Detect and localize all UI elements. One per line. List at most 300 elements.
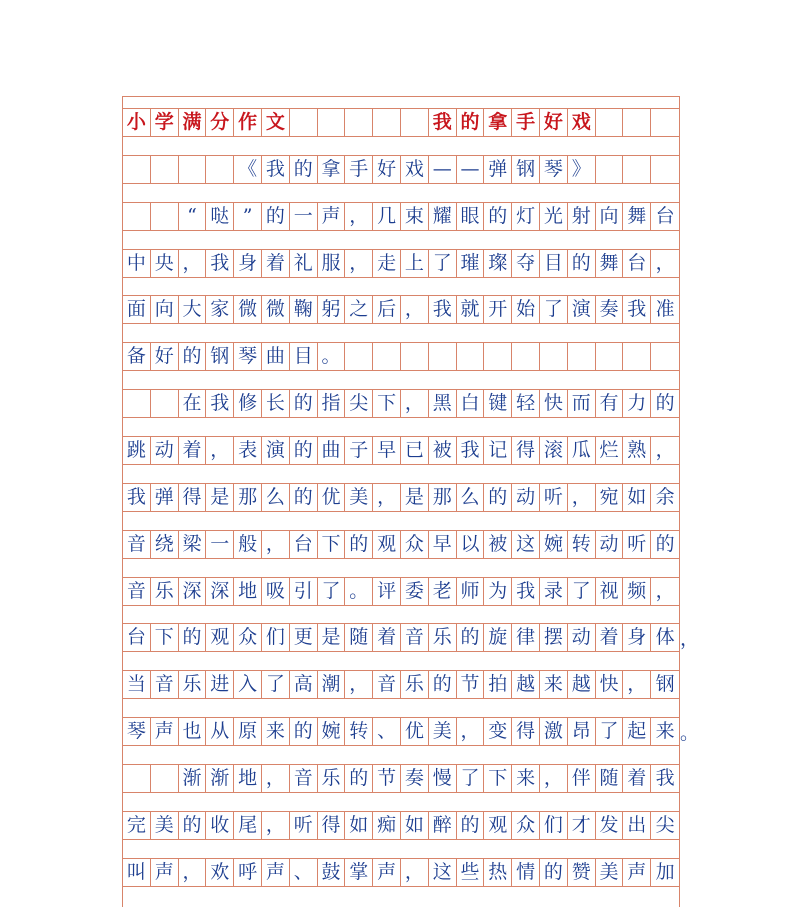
grid-cell: 得 bbox=[179, 484, 207, 511]
grid-cell bbox=[373, 109, 401, 136]
grid-cell: 绕 bbox=[151, 531, 179, 558]
grid-cell: 音 bbox=[373, 671, 401, 698]
grid-cell: 尖 bbox=[345, 390, 373, 417]
grid-cell bbox=[457, 343, 485, 370]
grid-cell: 宛 bbox=[596, 484, 624, 511]
grid-cell: 尾 bbox=[234, 812, 262, 839]
essay-line bbox=[123, 670, 679, 699]
grid-cell: 吸 bbox=[262, 578, 290, 605]
grid-cell bbox=[484, 343, 512, 370]
grid-cell: 我 bbox=[429, 109, 457, 136]
grid-cell bbox=[651, 156, 679, 183]
grid-cell: 已 bbox=[401, 437, 429, 464]
grid-cell: 地 bbox=[234, 578, 262, 605]
grid-cell bbox=[401, 343, 429, 370]
grid-cell: 当 bbox=[123, 671, 151, 698]
grid-cell: 以 bbox=[457, 531, 485, 558]
grid-cell: 的 bbox=[290, 718, 318, 745]
grid-cell: 的 bbox=[457, 812, 485, 839]
grid-cell: 越 bbox=[568, 671, 596, 698]
grid-cell: 这 bbox=[512, 531, 540, 558]
grid-cell: 拿 bbox=[484, 109, 512, 136]
grid-cell: 文 bbox=[262, 109, 290, 136]
grid-cell: 备 bbox=[123, 343, 151, 370]
grid-cell: 我 bbox=[655, 766, 675, 789]
grid-cell bbox=[123, 203, 151, 230]
grid-cell: 开 bbox=[484, 296, 512, 323]
grid-cell bbox=[596, 156, 624, 183]
grid-cell: 上 bbox=[401, 250, 429, 277]
grid-cell: — bbox=[457, 156, 485, 183]
subtitle-row bbox=[123, 155, 679, 184]
grid-cell: 身 bbox=[234, 250, 262, 277]
grid-cell: 着 bbox=[179, 437, 207, 464]
grid-cell: 光 bbox=[540, 203, 568, 230]
grid-cell: 跳 bbox=[123, 437, 151, 464]
grid-cell: 了 bbox=[596, 718, 624, 745]
grid-cell: 台 bbox=[123, 624, 151, 651]
essay-line bbox=[123, 342, 679, 371]
grid-cell: 的 bbox=[179, 812, 207, 839]
grid-cell bbox=[151, 765, 179, 792]
grid-cell: 伴 bbox=[568, 765, 596, 792]
grid-cell: 被 bbox=[429, 437, 457, 464]
grid-cell: 黑 bbox=[429, 390, 457, 417]
grid-cell: 优 bbox=[318, 484, 346, 511]
grid-cell: 众 bbox=[234, 624, 262, 651]
grid-cell: 。 bbox=[345, 578, 373, 605]
grid-cell: 走 bbox=[373, 250, 401, 277]
grid-cell: 耀 bbox=[429, 203, 457, 230]
grid-cell: 如 bbox=[345, 812, 373, 839]
grid-cell bbox=[345, 109, 373, 136]
grid-cell: 掌 bbox=[345, 859, 373, 886]
grid-cell bbox=[596, 343, 624, 370]
grid-cell: 在 bbox=[179, 390, 207, 417]
grid-cell: 转 bbox=[568, 531, 596, 558]
grid-cell: 了 bbox=[429, 250, 457, 277]
grid-cell: 那 bbox=[234, 484, 262, 511]
grid-cell: 律 bbox=[512, 624, 540, 651]
grid-cell: 着 bbox=[596, 624, 624, 651]
grid-cell: 节 bbox=[457, 671, 485, 698]
grid-cell: 声 bbox=[623, 859, 651, 886]
grid-cell: 拿 bbox=[318, 156, 346, 183]
grid-cell: 眼 bbox=[457, 203, 485, 230]
essay-line bbox=[123, 389, 679, 418]
grid-cell: 呼 bbox=[234, 859, 262, 886]
grid-cell: 婉 bbox=[540, 531, 568, 558]
essay-line bbox=[123, 764, 679, 793]
grid-cell: 下 bbox=[373, 390, 401, 417]
grid-cell: 视 bbox=[596, 578, 624, 605]
grid-cell: 向 bbox=[151, 296, 179, 323]
essay-line bbox=[123, 483, 679, 512]
grid-cell: 收 bbox=[206, 812, 234, 839]
grid-cell: 始 bbox=[512, 296, 540, 323]
grid-cell: 般 bbox=[234, 531, 262, 558]
grid-cell: 们 bbox=[262, 624, 290, 651]
grid-cell: 钢 bbox=[512, 156, 540, 183]
grid-cell: ， bbox=[457, 718, 485, 745]
grid-cell: 情 bbox=[512, 859, 540, 886]
grid-cell: 下 bbox=[151, 624, 179, 651]
grid-cell: 赞 bbox=[568, 859, 596, 886]
grid-cell: 也 bbox=[179, 718, 207, 745]
grid-cell: 舞 bbox=[596, 250, 624, 277]
grid-cell: 满 bbox=[179, 109, 207, 136]
essay-line bbox=[123, 717, 700, 746]
grid-cell: 了 bbox=[568, 578, 596, 605]
grid-cell: ， bbox=[401, 390, 429, 417]
grid-cell: ， bbox=[206, 437, 234, 464]
grid-cell: 灯 bbox=[512, 203, 540, 230]
grid-cell: 音 bbox=[123, 578, 151, 605]
grid-cell: 评 bbox=[373, 578, 401, 605]
essay-line bbox=[123, 811, 679, 840]
grid-cell: 了 bbox=[540, 296, 568, 323]
grid-cell: 渐 bbox=[206, 765, 234, 792]
grid-cell: 的 bbox=[429, 671, 457, 698]
grid-cell: 是 bbox=[318, 624, 346, 651]
grid-cell: 弹 bbox=[151, 484, 179, 511]
grid-cell: 之 bbox=[345, 296, 373, 323]
grid-cell: 从 bbox=[206, 718, 234, 745]
grid-cell: 的 bbox=[540, 859, 568, 886]
grid-cell: “ bbox=[179, 203, 207, 230]
grid-cell: 地 bbox=[234, 765, 262, 792]
grid-cell: 下 bbox=[318, 531, 346, 558]
grid-cell: 记 bbox=[484, 437, 512, 464]
grid-cell: 台 bbox=[290, 531, 318, 558]
grid-cell: 我 bbox=[457, 437, 485, 464]
grid-cell: 几 bbox=[373, 203, 401, 230]
grid-cell: 了 bbox=[262, 671, 290, 698]
grid-cell: 手 bbox=[345, 156, 373, 183]
grid-cell: 而 bbox=[568, 390, 596, 417]
grid-cell: 、 bbox=[290, 859, 318, 886]
grid-cell: 老 bbox=[429, 578, 457, 605]
grid-cell: 力 bbox=[623, 390, 651, 417]
grid-cell: 一 bbox=[206, 531, 234, 558]
grid-cell: 戏 bbox=[568, 109, 596, 136]
grid-cell: 乐 bbox=[151, 578, 179, 605]
grid-cell bbox=[596, 109, 624, 136]
grid-cell: 我 bbox=[429, 296, 457, 323]
grid-cell: 曲 bbox=[262, 343, 290, 370]
grid-cell: 叫 bbox=[123, 859, 151, 886]
grid-cell: 面 bbox=[123, 296, 151, 323]
grid-cell: 的 bbox=[290, 390, 318, 417]
grid-cell: 些 bbox=[457, 859, 485, 886]
grid-cell: 声 bbox=[151, 718, 179, 745]
grid-cell: 美 bbox=[596, 859, 624, 886]
grid-cell: 观 bbox=[484, 812, 512, 839]
grid-cell: 了 bbox=[318, 578, 346, 605]
grid-cell: 奏 bbox=[401, 765, 429, 792]
grid-cell: 这 bbox=[429, 859, 457, 886]
grid-cell: 乐 bbox=[318, 765, 346, 792]
grid-cell: 快 bbox=[540, 390, 568, 417]
grid-cell: 起 bbox=[623, 718, 651, 745]
grid-cell: 了 bbox=[457, 765, 485, 792]
grid-cell: ， bbox=[655, 251, 675, 274]
grid-cell: 微 bbox=[234, 296, 262, 323]
grid-cell: 变 bbox=[484, 718, 512, 745]
grid-cell bbox=[401, 109, 429, 136]
grid-cell: 璀 bbox=[457, 250, 485, 277]
grid-cell: 一 bbox=[290, 203, 318, 230]
grid-cell: 滚 bbox=[540, 437, 568, 464]
grid-cell: 服 bbox=[318, 250, 346, 277]
grid-cell: 师 bbox=[457, 578, 485, 605]
grid-cell bbox=[568, 343, 596, 370]
grid-cell: 着 bbox=[373, 624, 401, 651]
grid-cell: 来 bbox=[540, 671, 568, 698]
grid-cell: 好 bbox=[151, 343, 179, 370]
grid-cell: 观 bbox=[373, 531, 401, 558]
grid-cell: 的 bbox=[262, 203, 290, 230]
grid-cell: ， bbox=[345, 250, 373, 277]
grid-cell: 钢 bbox=[206, 343, 234, 370]
grid-cell: 来 bbox=[262, 718, 290, 745]
grid-cell bbox=[151, 203, 179, 230]
grid-cell bbox=[123, 156, 151, 183]
grid-cell: ， bbox=[655, 579, 675, 602]
grid-cell: 夺 bbox=[512, 250, 540, 277]
grid-cell: 的 bbox=[484, 203, 512, 230]
grid-cell: 演 bbox=[262, 437, 290, 464]
grid-cell: ， bbox=[623, 671, 651, 698]
grid-cell: 原 bbox=[234, 718, 262, 745]
grid-cell: 的 bbox=[655, 392, 675, 415]
grid-cell: 的 bbox=[179, 624, 207, 651]
grid-cell: 梁 bbox=[179, 531, 207, 558]
grid-cell: 修 bbox=[234, 390, 262, 417]
grid-cell: ， bbox=[262, 812, 290, 839]
grid-cell: 指 bbox=[318, 390, 346, 417]
grid-cell: 琴 bbox=[540, 156, 568, 183]
grid-cell: — bbox=[429, 156, 457, 183]
grid-cell: 子 bbox=[345, 437, 373, 464]
grid-cell: 着 bbox=[262, 250, 290, 277]
grid-cell: 礼 bbox=[290, 250, 318, 277]
grid-cell: 躬 bbox=[318, 296, 346, 323]
grid-cell: 体 bbox=[655, 626, 675, 649]
grid-cell: 分 bbox=[206, 109, 234, 136]
grid-cell: 听 bbox=[290, 812, 318, 839]
grid-cell: 后 bbox=[373, 296, 401, 323]
grid-cell: 众 bbox=[401, 531, 429, 558]
grid-cell: 随 bbox=[345, 624, 373, 651]
grid-cell: 的 bbox=[345, 531, 373, 558]
grid-cell: 手 bbox=[512, 109, 540, 136]
grid-cell bbox=[512, 343, 540, 370]
grid-cell: ， bbox=[262, 531, 290, 558]
grid-cell: 乐 bbox=[401, 671, 429, 698]
grid-cell: 转 bbox=[345, 718, 373, 745]
grid-cell bbox=[290, 109, 318, 136]
grid-cell: 音 bbox=[401, 624, 429, 651]
grid-cell bbox=[651, 109, 679, 136]
grid-cell: 随 bbox=[596, 765, 624, 792]
grid-cell: 出 bbox=[623, 812, 651, 839]
grid-cell: 来 bbox=[655, 720, 675, 743]
grid-cell: ” bbox=[234, 203, 262, 230]
grid-cell: ， bbox=[540, 765, 568, 792]
grid-cell: 进 bbox=[206, 671, 234, 698]
grid-cell: 小 bbox=[123, 109, 151, 136]
grid-cell: 、 bbox=[373, 718, 401, 745]
grid-cell: 深 bbox=[179, 578, 207, 605]
grid-cell: 越 bbox=[512, 671, 540, 698]
grid-cell: 节 bbox=[373, 765, 401, 792]
essay-line bbox=[123, 249, 679, 278]
grid-cell: 委 bbox=[401, 578, 429, 605]
grid-cell: 》 bbox=[568, 156, 596, 183]
grid-cell: 醉 bbox=[429, 812, 457, 839]
grid-cell bbox=[540, 343, 568, 370]
grid-cell: 我 bbox=[206, 390, 234, 417]
grid-cell: 我 bbox=[262, 156, 290, 183]
grid-cell: 烂 bbox=[596, 437, 624, 464]
grid-cell: 鞠 bbox=[290, 296, 318, 323]
grid-cell: 观 bbox=[206, 624, 234, 651]
grid-cell bbox=[623, 343, 651, 370]
grid-cell: 被 bbox=[484, 531, 512, 558]
grid-cell: 钢 bbox=[655, 673, 675, 696]
grid-cell: ， bbox=[568, 484, 596, 511]
grid-cell: 的 bbox=[457, 624, 485, 651]
grid-cell: 央 bbox=[151, 250, 179, 277]
grid-cell: 乐 bbox=[429, 624, 457, 651]
grid-cell: 射 bbox=[568, 203, 596, 230]
grid-cell: 听 bbox=[623, 531, 651, 558]
grid-cell: 中 bbox=[123, 250, 151, 277]
grid-cell: 们 bbox=[540, 812, 568, 839]
essay-line bbox=[123, 858, 679, 887]
grid-cell bbox=[123, 390, 151, 417]
grid-cell: 弹 bbox=[484, 156, 512, 183]
grid-cell: 我 bbox=[623, 296, 651, 323]
grid-cell: 准 bbox=[655, 298, 675, 321]
grid-cell: 加 bbox=[655, 860, 675, 883]
grid-cell: 痴 bbox=[373, 812, 401, 839]
grid-cell: 的 bbox=[179, 343, 207, 370]
grid-cell: 潮 bbox=[318, 671, 346, 698]
grid-cell: 台 bbox=[655, 204, 675, 227]
grid-cell: 么 bbox=[262, 484, 290, 511]
grid-cell: 声 bbox=[373, 859, 401, 886]
grid-cell: 更 bbox=[290, 624, 318, 651]
grid-cell: 瓜 bbox=[568, 437, 596, 464]
grid-cell: 深 bbox=[206, 578, 234, 605]
grid-cell: 早 bbox=[429, 531, 457, 558]
grid-cell: 录 bbox=[540, 578, 568, 605]
grid-cell bbox=[623, 156, 651, 183]
grid-cell: 声 bbox=[262, 859, 290, 886]
grid-cell: 昂 bbox=[568, 718, 596, 745]
essay-line bbox=[123, 202, 679, 231]
grid-cell: 《 bbox=[234, 156, 262, 183]
grid-cell: ， bbox=[401, 859, 429, 886]
grid-cell: 的 bbox=[290, 437, 318, 464]
grid-cell: 的 bbox=[457, 109, 485, 136]
grid-cell: 有 bbox=[596, 390, 624, 417]
essay-line bbox=[123, 295, 679, 324]
grid-cell: 如 bbox=[401, 812, 429, 839]
grid-cell: 轻 bbox=[512, 390, 540, 417]
essay-line bbox=[123, 436, 679, 465]
grid-cell: 慢 bbox=[429, 765, 457, 792]
overflow-punctuation: ， bbox=[680, 628, 700, 651]
grid-cell: 高 bbox=[290, 671, 318, 698]
grid-cell: 身 bbox=[623, 624, 651, 651]
grid-cell: 激 bbox=[540, 718, 568, 745]
composition-paper bbox=[122, 96, 700, 907]
grid-cell bbox=[151, 390, 179, 417]
grid-cell: 好 bbox=[373, 156, 401, 183]
grid-cell: 是 bbox=[206, 484, 234, 511]
grid-cell: ， bbox=[373, 484, 401, 511]
grid-cell: 我 bbox=[123, 484, 151, 511]
grid-cell: 就 bbox=[457, 296, 485, 323]
grid-cell bbox=[345, 343, 373, 370]
grid-cell: 好 bbox=[540, 109, 568, 136]
grid-cell: 的 bbox=[290, 484, 318, 511]
grid-cell: 才 bbox=[568, 812, 596, 839]
grid-cell: 动 bbox=[596, 531, 624, 558]
grid-cell: 优 bbox=[401, 718, 429, 745]
grid-cell: 美 bbox=[151, 812, 179, 839]
grid-cell bbox=[206, 156, 234, 183]
grid-cell: 音 bbox=[290, 765, 318, 792]
grid-cell: 的 bbox=[568, 250, 596, 277]
grid-cell: 台 bbox=[623, 250, 651, 277]
grid-cell: 的 bbox=[484, 484, 512, 511]
grid-cell: 演 bbox=[568, 296, 596, 323]
grid-cell: 作 bbox=[234, 109, 262, 136]
grid-cell: 来 bbox=[512, 765, 540, 792]
grid-cell: 微 bbox=[262, 296, 290, 323]
grid-cell bbox=[123, 765, 151, 792]
essay-line bbox=[123, 577, 679, 606]
grid-cell: 余 bbox=[655, 485, 675, 508]
grid-cell: 着 bbox=[623, 765, 651, 792]
grid-cell: ， bbox=[262, 765, 290, 792]
grid-cell bbox=[651, 343, 679, 370]
grid-cell: 哒 bbox=[206, 203, 234, 230]
grid-cell: 家 bbox=[206, 296, 234, 323]
grid-cell: 渐 bbox=[179, 765, 207, 792]
grid-cell: 琴 bbox=[123, 718, 151, 745]
grid-cell: 如 bbox=[623, 484, 651, 511]
grid-cell bbox=[318, 109, 346, 136]
grid-cell: 摆 bbox=[540, 624, 568, 651]
grid-cell: 向 bbox=[596, 203, 624, 230]
grid-cell: 的 bbox=[345, 765, 373, 792]
grid-cell: 鼓 bbox=[318, 859, 346, 886]
grid-cell: 拍 bbox=[484, 671, 512, 698]
grid-cell bbox=[373, 343, 401, 370]
grid-cell: 表 bbox=[234, 437, 262, 464]
grid-cell: 戏 bbox=[401, 156, 429, 183]
grid-cell: ， bbox=[179, 250, 207, 277]
grid-cell: ， bbox=[345, 203, 373, 230]
grid-cell: 早 bbox=[373, 437, 401, 464]
grid-cell: 的 bbox=[290, 156, 318, 183]
grid-cell: ， bbox=[179, 859, 207, 886]
